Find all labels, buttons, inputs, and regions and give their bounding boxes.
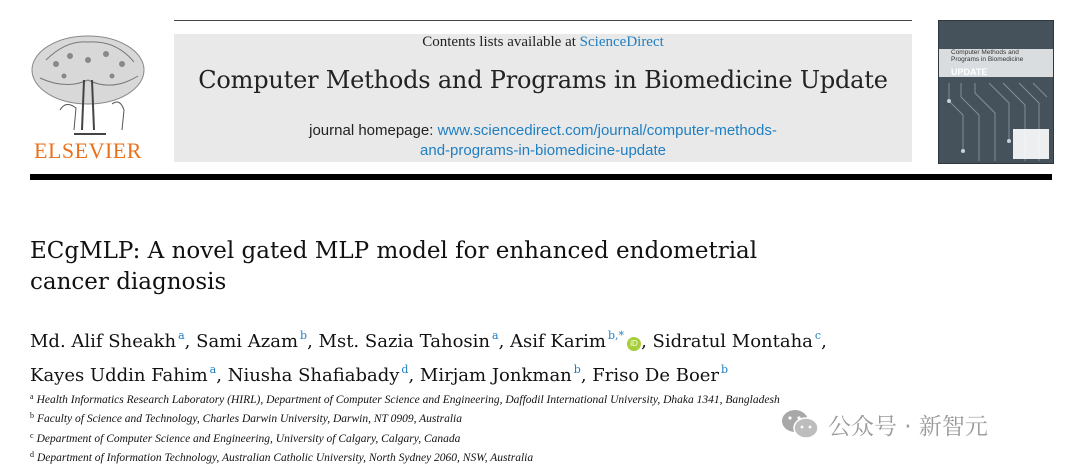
author[interactable] bbox=[196, 331, 307, 352]
author-name[interactable]: Kayes Uddin Fahim bbox=[30, 365, 208, 386]
author-name[interactable]: Sidratul Montaha bbox=[652, 331, 813, 352]
affiliation-key: b bbox=[30, 411, 34, 421]
homepage-label: journal homepage: bbox=[309, 122, 438, 139]
author[interactable] bbox=[30, 331, 185, 352]
cover-journal-title: Computer Methods and Programs in Biomedicine bbox=[951, 49, 1024, 63]
author[interactable] bbox=[228, 365, 409, 386]
top-rule bbox=[174, 20, 912, 21]
affiliation-item bbox=[30, 447, 930, 466]
author-name[interactable]: Md. Alif Sheakh bbox=[30, 331, 177, 352]
affiliation-text: Health Informatics Research Laboratory (HIRL), Department of Computer Science and Engineering, Daffodil International University, Dhaka 1341, Bangladesh bbox=[36, 394, 780, 406]
journal-banner bbox=[174, 34, 912, 162]
sciencedirect-link[interactable]: ScienceDirect bbox=[579, 34, 664, 50]
affiliation-text: Faculty of Science and Technology, Charles Darwin University, Darwin, NT 0909, Australia bbox=[37, 413, 462, 426]
watermark-text: 公众号 · 新智元 bbox=[828, 413, 988, 440]
author-list: Md. Alif Sheakh $^a$, Sami Azam $^b$, Mst. Sazia Tahosin $^a$, Asif Karim $^{b,*}$iD , Sidratul Montaha $^c$, Kayes Uddin Fahim $^a$, Niusha Shafiabady $^d$, Mirjam Jonkman $^b$, Friso De Boer $^b$ bbox=[30, 329, 827, 386]
publisher-name[interactable]: ELSEVIER bbox=[34, 138, 142, 163]
affiliation-text: Department of Computer Science and Engineering, University of Calgary, Calgary, Canada bbox=[36, 432, 461, 445]
author-affiliation-mark[interactable]: a bbox=[178, 329, 185, 342]
author[interactable] bbox=[30, 365, 216, 386]
orcid-icon[interactable]: iD bbox=[627, 337, 641, 351]
homepage-url-part-2[interactable]: and-programs-in-biomedicine-update bbox=[420, 142, 666, 159]
author-name[interactable]: Friso De Boer bbox=[592, 365, 720, 386]
homepage-url-part-1[interactable]: www.sciencedirect.com/journal/computer-methods- bbox=[437, 122, 777, 139]
affiliation-key: c bbox=[30, 430, 34, 440]
wechat-icon bbox=[780, 408, 820, 440]
author[interactable] bbox=[592, 365, 728, 386]
header-divider bbox=[30, 174, 1052, 180]
affiliation-key: d bbox=[30, 449, 34, 459]
author-affiliation-mark[interactable]: a bbox=[492, 329, 499, 342]
author-affiliation-mark[interactable]: d bbox=[401, 363, 409, 376]
affiliation-text: Department of Information Technology, Australian Catholic University, North Sydney 2060, NSW, Australia bbox=[37, 451, 534, 464]
author-affiliation-mark[interactable]: c bbox=[814, 329, 822, 342]
author-affiliation-mark[interactable]: a bbox=[209, 363, 217, 376]
author[interactable] bbox=[510, 331, 641, 352]
author-name[interactable]: Niusha Shafiabady bbox=[227, 365, 400, 386]
author-affiliation-mark[interactable]: b bbox=[300, 329, 308, 342]
cover-update-label: UPDATE bbox=[951, 67, 988, 77]
author[interactable] bbox=[653, 331, 822, 352]
author[interactable] bbox=[319, 331, 499, 352]
journal-title: Computer Methods and Programs in Biomedicine Update bbox=[198, 66, 888, 94]
journal-cover-thumbnail[interactable] bbox=[938, 20, 1054, 164]
homepage-line-1 bbox=[174, 122, 912, 139]
author-affiliation-mark[interactable]: b bbox=[573, 363, 581, 376]
watermark bbox=[780, 404, 988, 444]
article-title: ECgMLP: A novel gated MLP model for enhanced endometrial cancer diagnosis bbox=[30, 238, 758, 295]
contents-line bbox=[174, 34, 912, 51]
affiliation-key: a bbox=[30, 392, 34, 401]
author-name[interactable]: Sami Azam bbox=[196, 331, 299, 352]
author-name[interactable]: Asif Karim bbox=[510, 331, 607, 352]
contents-prefix: Contents lists available at bbox=[422, 34, 580, 50]
author[interactable] bbox=[420, 365, 581, 386]
author-affiliation-mark[interactable]: b,* bbox=[608, 329, 625, 342]
author-name[interactable]: Mirjam Jonkman bbox=[419, 365, 572, 386]
author-affiliation-mark[interactable]: b bbox=[721, 363, 729, 376]
author-name[interactable]: Mst. Sazia Tahosin bbox=[318, 331, 490, 352]
